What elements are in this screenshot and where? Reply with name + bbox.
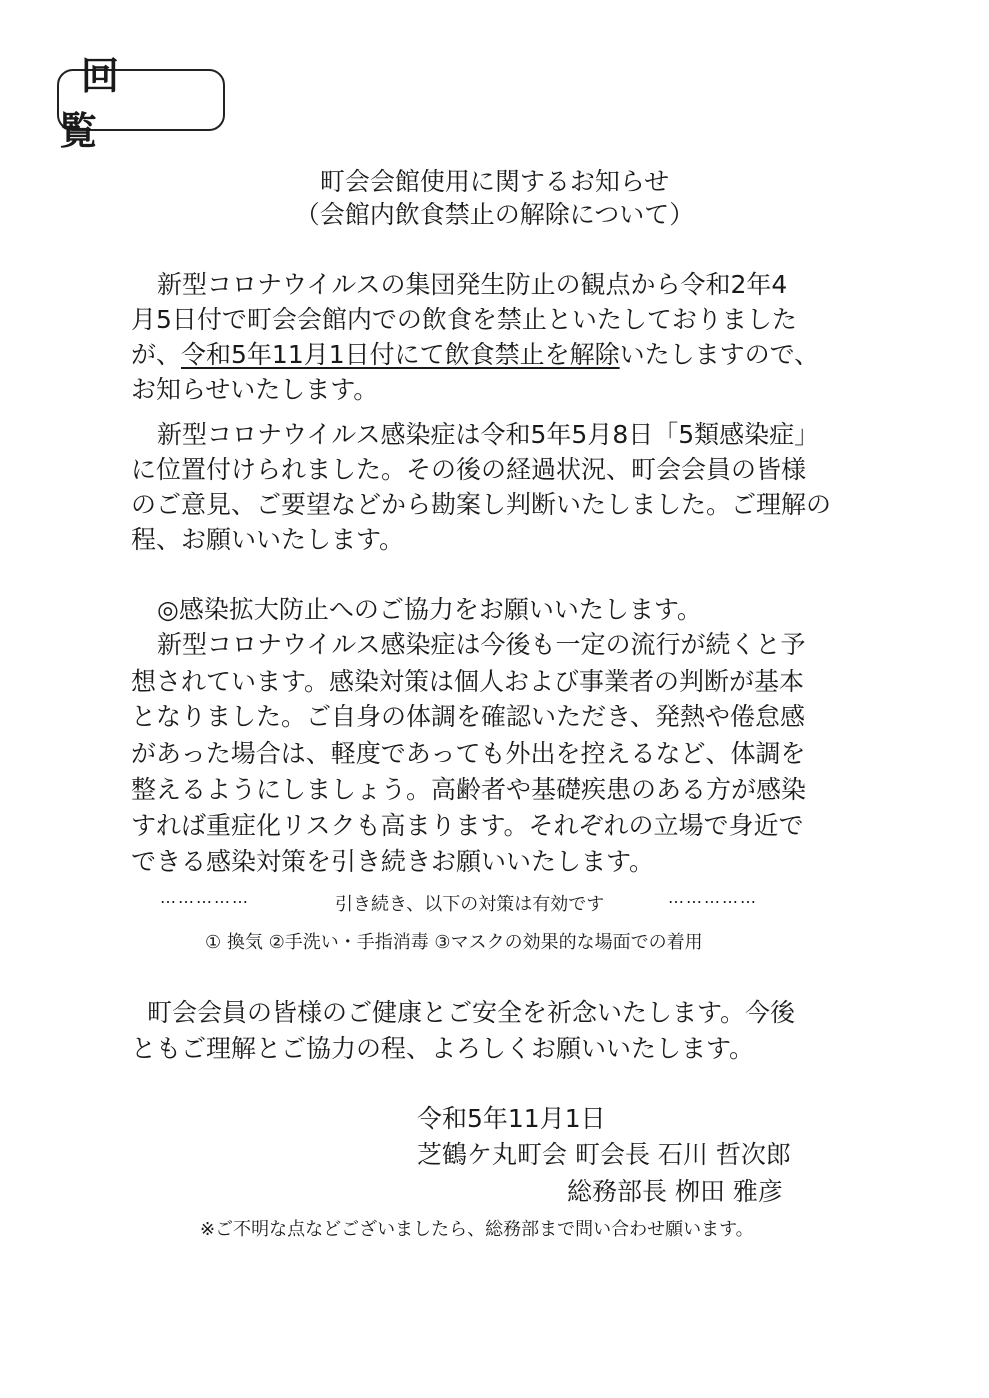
- contact-note: ※ご不明な点などございましたら、総務部まで問い合わせ願います。: [200, 1219, 754, 1240]
- notice-title: 町会会館使用に関するお知らせ: [319, 167, 670, 196]
- section-line3: となりました。ご自身の体調を確認いただき、発熱や倦怠感: [131, 702, 806, 731]
- para1-line4: お知らせいたします。: [131, 375, 379, 404]
- para2-line1: 新型コロナウイルス感染症は令和5年5月8日「5類感染症」: [157, 420, 820, 449]
- dotted-rule-left: ……………: [160, 888, 250, 907]
- section-heading: ◎感染拡大防止へのご協力をお願いいたします。: [157, 595, 702, 624]
- dotted-rule-right: ……………: [668, 888, 758, 907]
- para1-line2: 月5日付で町会会館内での飲食を禁止といたしておりました: [131, 305, 797, 334]
- section-line2: 想されています。感染対策は個人および事業者の判断が基本: [131, 667, 805, 696]
- section-line5: 整えるようにしましょう。高齢者や基礎疾患のある方が感染: [131, 775, 807, 804]
- para1-line1: 新型コロナウイルスの集団発生防止の観点から令和2年4: [157, 270, 788, 299]
- circular-stamp: 回 覧: [57, 69, 225, 131]
- signature-date: 令和5年11月1日: [417, 1104, 606, 1133]
- para1-line3: [131, 338, 819, 372]
- section-line1: 新型コロナウイルス感染症は今後も一定の流行が続くと予: [157, 630, 806, 659]
- measures-label: 引き続き、以下の対策は有効です: [335, 894, 605, 915]
- section-line4: があった場合は、軽度であっても外出を控えるなど、体調を: [131, 739, 806, 768]
- para2-line4: 程、お願いいたします。: [131, 525, 405, 554]
- signature-staff: 総務部長 栁田 雅彦: [567, 1177, 783, 1206]
- lifted-ban-underlined: 令和5年11月1日付にて飲食禁止を解除: [181, 340, 620, 369]
- para1-line3-end: いたしますので、: [619, 340, 820, 369]
- signature-organization: 芝鶴ケ丸町会 町会長 石川 哲次郎: [417, 1140, 791, 1169]
- measures-list: ① 換気 ②手洗い・手指消毒 ③マスクの効果的な場面での着用: [205, 932, 703, 953]
- section-line6: すれば重症化リスクも高まります。それぞれの立場で身近で: [131, 811, 804, 840]
- closing-line1: 町会会員の皆様のご健康とご安全を祈念いたします。今後: [147, 998, 796, 1027]
- notice-subtitle: （会館内飲食禁止の解除について）: [294, 200, 695, 229]
- closing-line2: ともご理解とご協力の程、よろしくお願いいたします。: [131, 1034, 755, 1063]
- para2-line3: のご意見、ご要望などから勘案し判断いたしました。ご理解の: [131, 490, 832, 519]
- para2-line2: に位置付けられました。その後の経過状況、町会会員の皆様: [131, 455, 807, 484]
- para1-line3-start: が、: [131, 340, 182, 369]
- section-line7: できる感染対策を引き続きお願いいたします。: [131, 847, 655, 876]
